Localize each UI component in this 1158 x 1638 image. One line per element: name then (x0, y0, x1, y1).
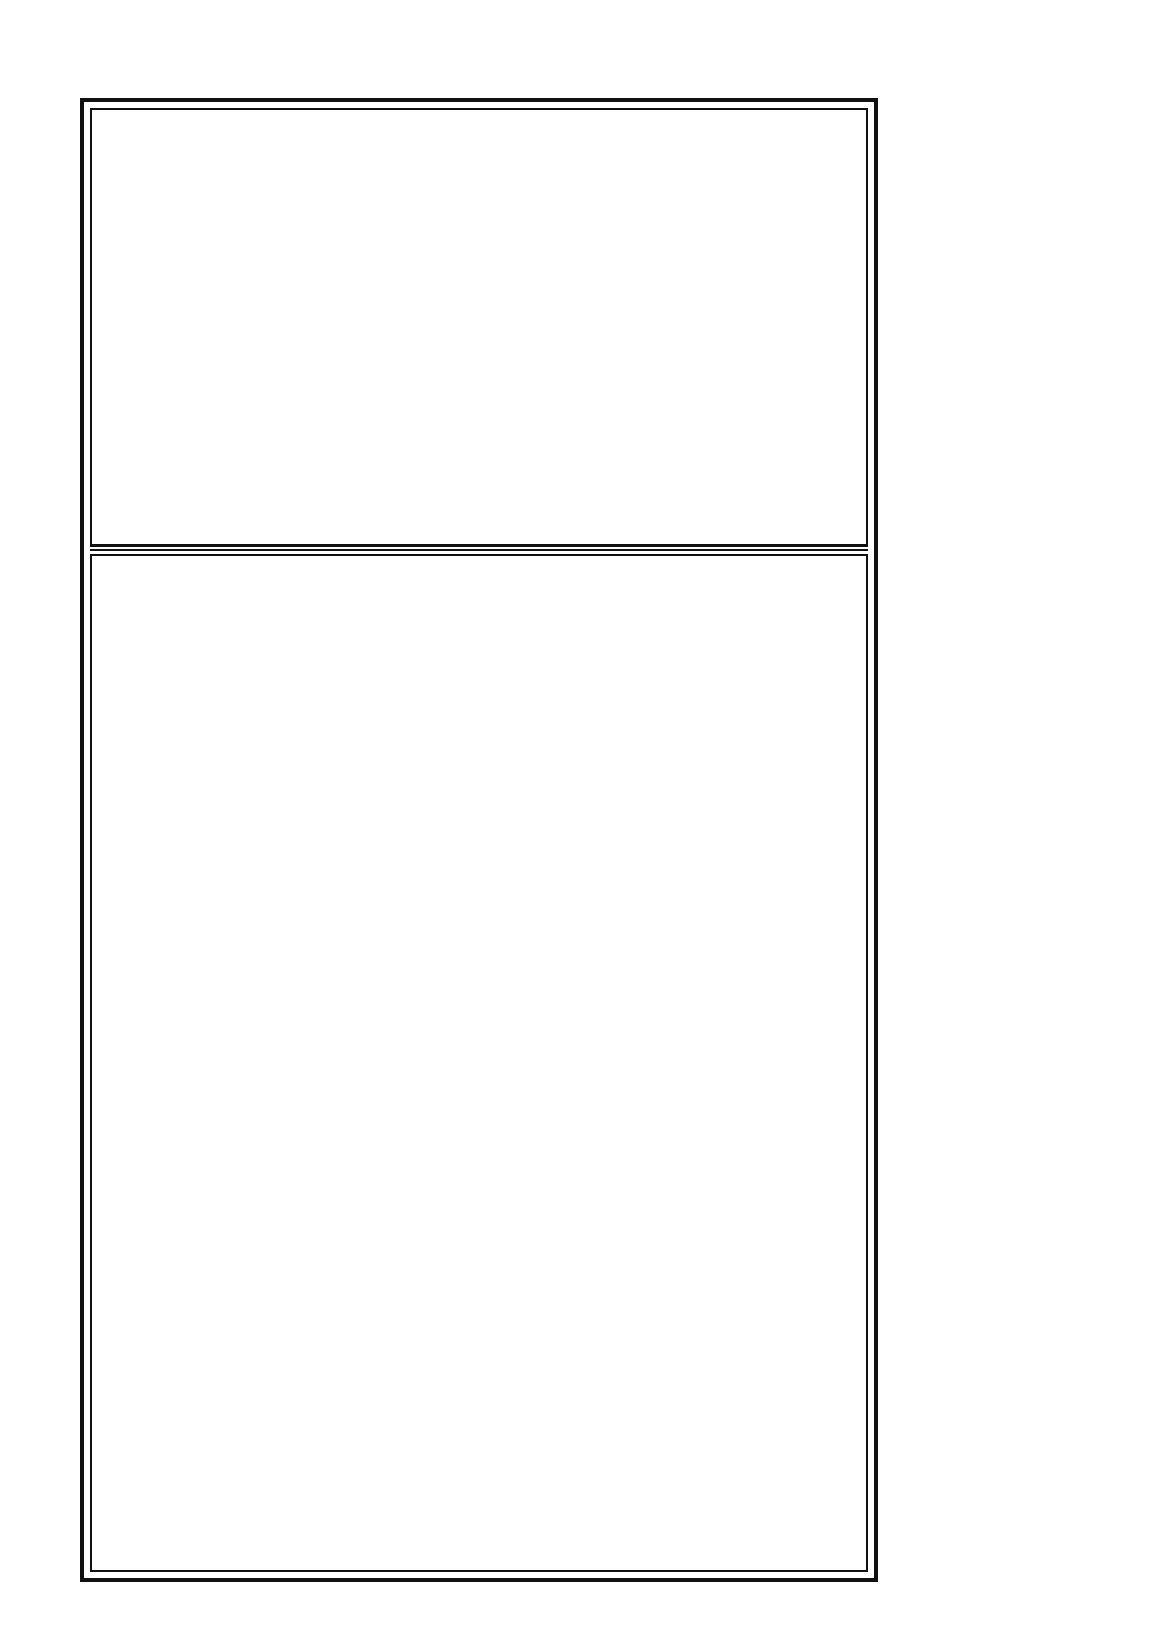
hadith-text-box (90, 108, 868, 546)
page-frame (80, 98, 878, 1582)
commentary-box (90, 554, 868, 1572)
page-header (0, 40, 1158, 100)
frame-divider (90, 545, 868, 551)
